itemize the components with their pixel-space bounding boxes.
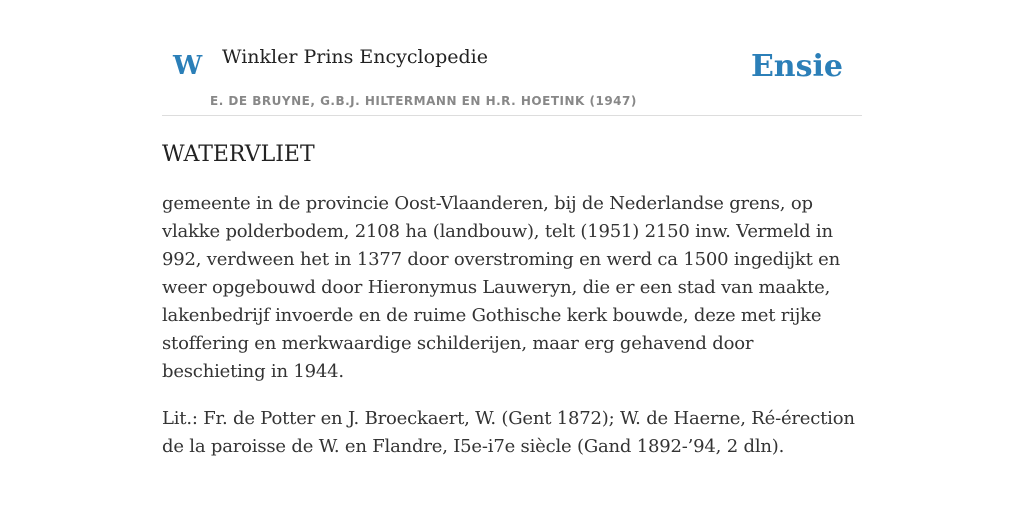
article-literature-paragraph: Lit.: Fr. de Potter en J. Broeckaert, W. (Gent 1872); W. de Haerne, Ré-érection de la paroisse de W. en Flandre, I5e-i7e siècle (Gand 1892-’94, 2 dln). xyxy=(162,408,855,457)
article-body-paragraph: gemeente in de provincie Oost-Vlaanderen, bij de Nederlandse grens, op vlakke polderbodem, 2108 ha (landbouw), telt (1951) 2150 inw. Vermeld in 992, verdween het in 1377 door overstroming en werd ca 1500 ingedijkt en weer opgebouwd door Hieronymus Lauweryn, die er een stad van maakte, lakenbedrijf invoerde en de ruime Gothische kerk bouwde, deze met rijke stoffering en merkwaardige schilderijen, maar erg gehavend door beschieting in 1944. xyxy=(162,193,840,382)
winkler-prins-logo[interactable]: W xyxy=(173,51,203,81)
article-content xyxy=(162,140,862,461)
site-header xyxy=(162,40,862,116)
ensie-brand-logo[interactable]: Ensie xyxy=(750,49,843,84)
encyclopedia-authors: E. DE BRUYNE, G.B.J. HILTERMANN EN H.R. HOETINK (1947) xyxy=(210,94,637,108)
article-title: WATERVLIET xyxy=(162,142,315,167)
encyclopedia-title-link[interactable]: Winkler Prins Encyclopedie xyxy=(222,46,488,68)
